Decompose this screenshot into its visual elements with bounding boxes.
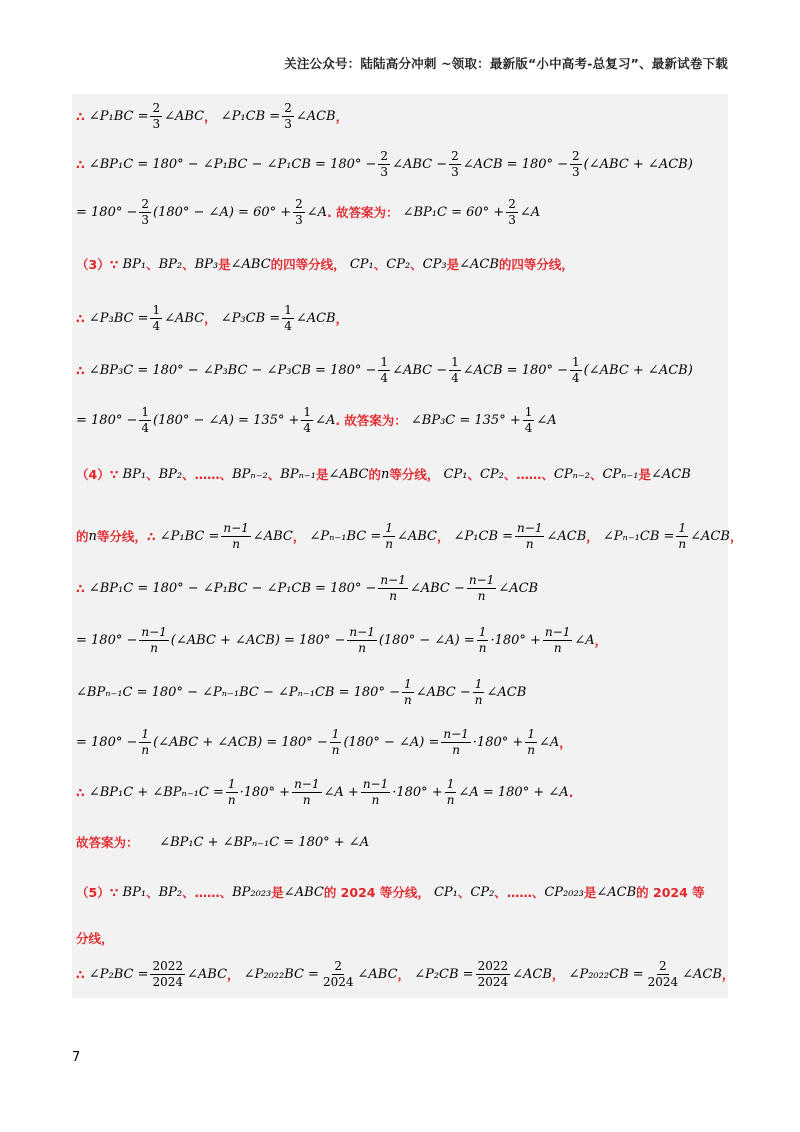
line-14: ∴ ∠BP₁C + ∠BPₙ₋₁C = $\frac{1}{n}$ ·180° + $\frac{n-1}{n}$ ∠A + $\frac{n-1}{n}$ ·180° + $\frac{1}{n}$ ∠A = 180° + ∠A . xyxy=(76,776,574,807)
part-3-label: （3）∵ xyxy=(76,257,119,272)
solution-content xyxy=(72,94,743,998)
fraction: $\frac{2}{3}$ xyxy=(152,100,161,131)
math-text: ∠ACB xyxy=(295,108,336,124)
page-number: 7 xyxy=(72,1050,81,1065)
line-4: （3）∵ BP₁ 、 BP₂ 、 BP₃ 是 ∠ABC 的四等分线， CP₁ 、 CP₂ 、 CP₃ 是 ∠ACB 的四等分线， xyxy=(76,256,574,272)
line-5: ∴ ∠P₃BC = $\frac{1}{4}$ ∠ABC ， ∠P₃CB = $\frac{1}{4}$ ∠ACB ， xyxy=(76,302,349,333)
line-7: = 180° − $\frac{1}{4}$ (180° − ∠A) = 135° + $\frac{1}{4}$ ∠A . 故答案为： ∠BP₃C = 135° + $\frac{1}{4}$ ∠A xyxy=(76,404,557,435)
line-1: ∴ ∠P₁BC = $\frac{2}{3}$ ∠ABC ， ∠P₁CB = $\frac{2}{3}$ ∠ACB ， xyxy=(76,100,349,131)
line-8: （4）∵ BP₁ 、 BP₂ 、 …… 、 BPₙ₋₂ 、 BPₙ₋₁ 是 ∠ABC 的 n 等分线， CP₁ 、 CP₂ 、 …… 、 CPₙ₋₂ 、 CPₙ₋₁ 是 ∠ACB xyxy=(76,466,691,482)
math-text: ∠P₁CB = xyxy=(220,108,281,124)
line-6: ∴ ∠BP₃C = 180° − ∠P₃BC − ∠P₃CB = 180° − $\frac{1}{4}$ ∠ABC − $\frac{1}{4}$ ∠ACB = 180° − $\frac{1}{4}$ (∠ABC + ∠ACB) xyxy=(76,354,693,385)
line-15: 故答案为： ∠BP₁C + ∠BPₙ₋₁C = 180° + ∠A xyxy=(76,834,370,850)
line-3: = 180° − $\frac{2}{3}$ (180° − ∠A) = 60° + $\frac{2}{3}$ ∠A . 故答案为： ∠BP₁C = 60° + $\frac{2}{3}$ ∠A xyxy=(76,196,541,227)
line-18: ∴ ∠P₂BC = $\frac{2022}{2024}$ ∠ABC ， ∠P₂₀₂₂BC = $\frac{2}{2024}$ ∠ABC ， ∠P₂CB = $\frac{2022}{2024}$ ∠ACB ， ∠P₂₀₂₂CB = $\frac{2}{2024}$ ∠ACB ， xyxy=(76,958,735,989)
math-text: ∠ABC xyxy=(164,108,205,124)
line-11: = 180° − $\frac{n-1}{n}$ (∠ABC + ∠ACB) = 180° − $\frac{n-1}{n}$ (180° − ∠A) = $\frac{1}{n}$ ·180° + $\frac{n-1}{n}$ ∠A ， xyxy=(76,624,608,655)
line-9: 的 n 等分线， ∴ ∠P₁BC = $\frac{n-1}{n}$ ∠ABC ， ∠Pₙ₋₁BC = $\frac{1}{n}$ ∠ABC ， ∠P₁CB = $\frac{n-1}{n}$ ∠ACB ， ∠Pₙ₋₁CB = $\frac{1}{n}$ ∠ACB ， xyxy=(76,520,743,551)
page-header: 关注公众号：陆陆高分冲刺 ~领取：最新版“小中高考-总复习”、最新试卷下载 xyxy=(284,56,728,71)
answer-label: 故答案为： xyxy=(335,205,399,220)
fraction: $\frac{2}{3}$ xyxy=(284,100,292,131)
math-text: ∠BP₁C = 180° − ∠P₁BC − ∠P₁CB = 180° − xyxy=(88,156,377,172)
line-12: ∠BPₙ₋₁C = 180° − ∠Pₙ₋₁BC − ∠Pₙ₋₁CB = 180° − $\frac{1}{n}$ ∠ABC − $\frac{1}{n}$ ∠ACB xyxy=(76,676,527,707)
line-2: ∴ ∠BP₁C = 180° − ∠P₁BC − ∠P₁CB = 180° − $\frac{2}{3}$ ∠ABC − $\frac{2}{3}$ ∠ACB = 180° − $\frac{2}{3}$ (∠ABC + ∠ACB) xyxy=(76,148,693,179)
math-text: ∠P₁BC = xyxy=(88,108,149,124)
line-16: （5）∵ BP₁ 、 BP₂ 、 …… 、 BP₂₀₂₃ 是 ∠ABC 的 2024 等分线， CP₁ 、 CP₂ 、 …… 、 CP₂₀₂₃ 是 ∠ACB 的 2024 等 xyxy=(76,884,705,900)
therefore-symbol: ∴ xyxy=(76,108,85,124)
line-13: = 180° − $\frac{1}{n}$ (∠ABC + ∠ACB) = 180° − $\frac{1}{n}$ (180° − ∠A) = $\frac{n-1}{n}$ ·180° + $\frac{1}{n}$ ∠A ， xyxy=(76,726,572,757)
line-17: 分线， xyxy=(76,931,114,946)
line-10: ∴ ∠BP₁C = 180° − ∠P₁BC − ∠P₁CB = 180° − $\frac{n-1}{n}$ ∠ABC − $\frac{n-1}{n}$ ∠ACB xyxy=(76,572,539,603)
